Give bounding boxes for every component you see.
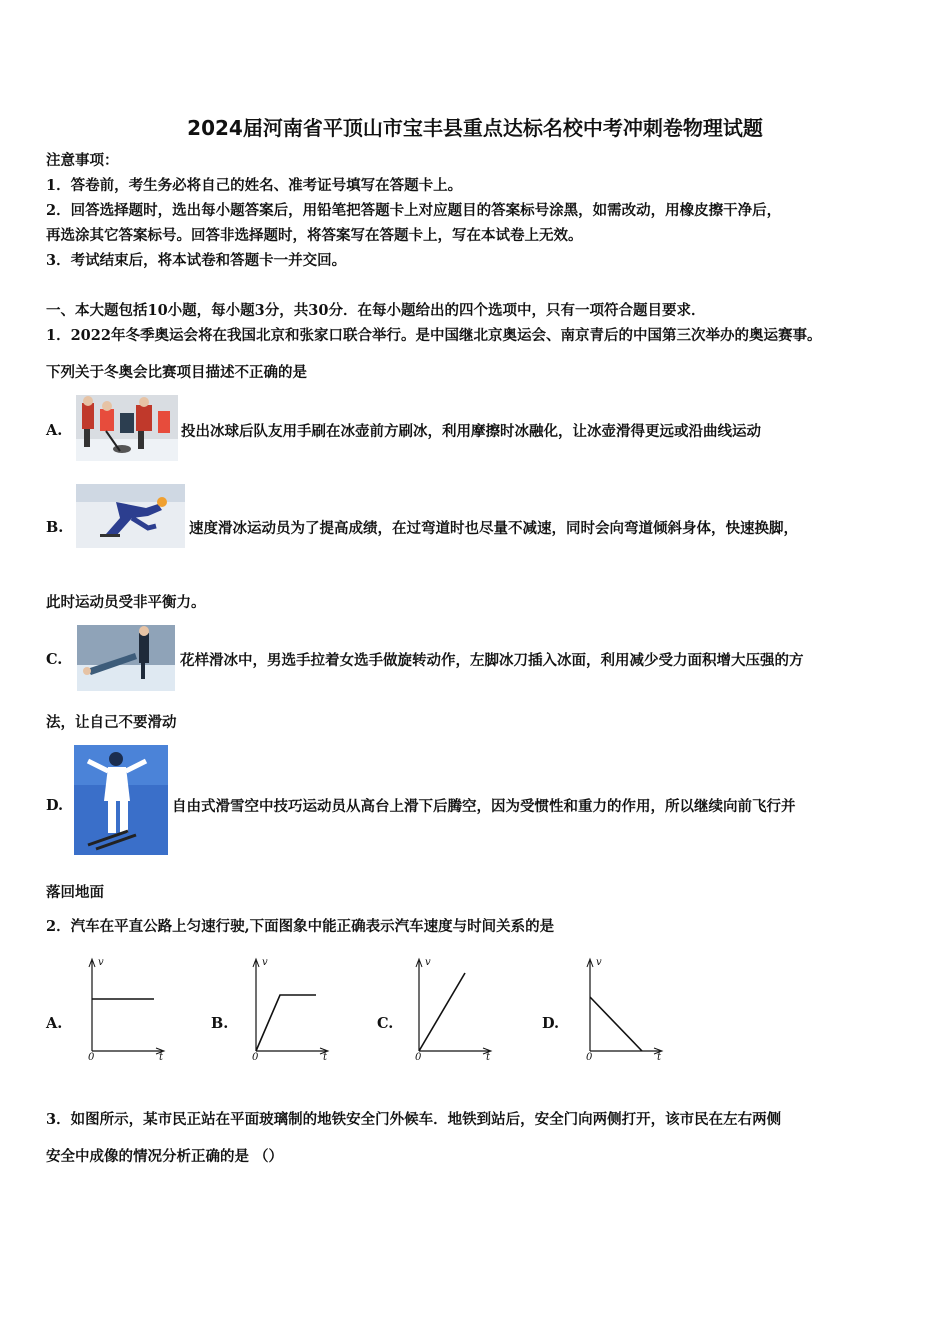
q1-option-b-text-cont: 此时运动员受非平衡力。 [46,594,206,611]
q2-graph-a [82,955,168,1065]
section-1-heading: 一、本大题包括10小题，每小题3分，共30分．在每小题给出的四个选项中，只有一项符合题目要求． [46,302,706,319]
q2-graph-d [580,955,666,1065]
page-title: 2024届河南省平顶山市宝丰县重点达标名校中考冲刺卷物理试题 [187,116,763,140]
q3-stem-line1: 3．如图所示，某市民正站在平面玻璃制的地铁安全门外候车．地铁到站后，安全门向两侧打开，该市民在左右两侧 [46,1111,782,1128]
q1-option-d-label: D. [46,797,64,814]
q1-option-d-text-cont: 落回地面 [46,884,104,901]
notice-item-1: 1．答卷前，考生务必将自己的姓名、准考证号填写在答题卡上。 [46,177,463,194]
q2-option-d-label: D. [542,1015,560,1032]
q1-stem-line2: 下列关于冬奥会比赛项目描述不正确的是 [46,364,307,381]
graph-c-origin: 0 [415,1052,422,1063]
curling-photo [76,395,178,461]
notice-item-2: 2．回答选择题时，选出每小题答案后，用铅笔把答题卡上对应题目的答案标号涂黑，如需改动，用橡皮擦干净后， [46,202,782,219]
graph-c-axis-y: v [425,957,431,968]
q2-graph-b [246,955,332,1065]
graph-a-origin: 0 [88,1052,95,1063]
q2-option-c-label: C. [377,1015,394,1032]
q1-option-c-text: 花样滑冰中，男选手拉着女选手做旋转动作，左脚冰刀插入冰面，利用减少受力面积增大压强的方 [180,652,804,669]
q1-option-a-text: 投出冰球后队友用手刷在冰壶前方刷冰，利用摩擦时冰融化，让冰壶滑得更远或沿曲线运动 [181,423,761,440]
figure-skating-photo [77,625,175,691]
q1-option-d-text: 自由式滑雪空中技巧运动员从高台上滑下后腾空，因为受惯性和重力的作用，所以继续向前飞行并 [172,798,796,815]
graph-d-origin: 0 [586,1052,593,1063]
notice-heading: 注意事项： [46,152,119,169]
graph-b-origin: 0 [252,1052,259,1063]
q1-stem-line1: 1．2022年冬季奥运会将在我国北京和张家口联合举行。是中国继北京奥运会、南京青后的中国第三次举办的奥运赛事。 [46,327,822,344]
q1-option-b-text: 速度滑冰运动员为了提高成绩，在过弯道时也尽量不减速，同时会向弯道倾斜身体，快速换脚， [189,520,798,537]
q1-option-b-label: B. [46,519,64,536]
notice-item-3: 3．考试结束后，将本试卷和答题卡一并交回。 [46,252,347,269]
notice-item-2-cont: 再选涂其它答案标号。回答非选择题时，将答案写在答题卡上，写在本试卷上无效。 [46,227,583,244]
graph-a-axis-x: t [159,1052,164,1063]
graph-d-axis-x: t [657,1052,662,1063]
aerial-skiing-photo [74,745,168,855]
q2-option-b-label: B. [211,1015,229,1032]
graph-d-axis-y: v [596,957,602,968]
speed-skating-photo [76,484,185,548]
graph-c-axis-x: t [486,1052,491,1063]
graph-b-axis-x: t [323,1052,328,1063]
q2-graph-c [409,955,495,1065]
q3-stem-line2: 安全中成像的情况分析正确的是 （） [46,1148,284,1165]
q1-option-c-text-cont: 法，让自己不要滑动 [46,714,177,731]
q2-option-a-label: A. [46,1015,63,1032]
q1-option-c-label: C. [46,651,63,668]
graph-b-axis-y: v [262,957,268,968]
graph-a-axis-y: v [98,957,104,968]
q2-stem: 2．汽车在平直公路上匀速行驶,下面图象中能正确表示汽车速度与时间关系的是 [46,918,555,935]
q1-option-a-label: A. [46,422,63,439]
